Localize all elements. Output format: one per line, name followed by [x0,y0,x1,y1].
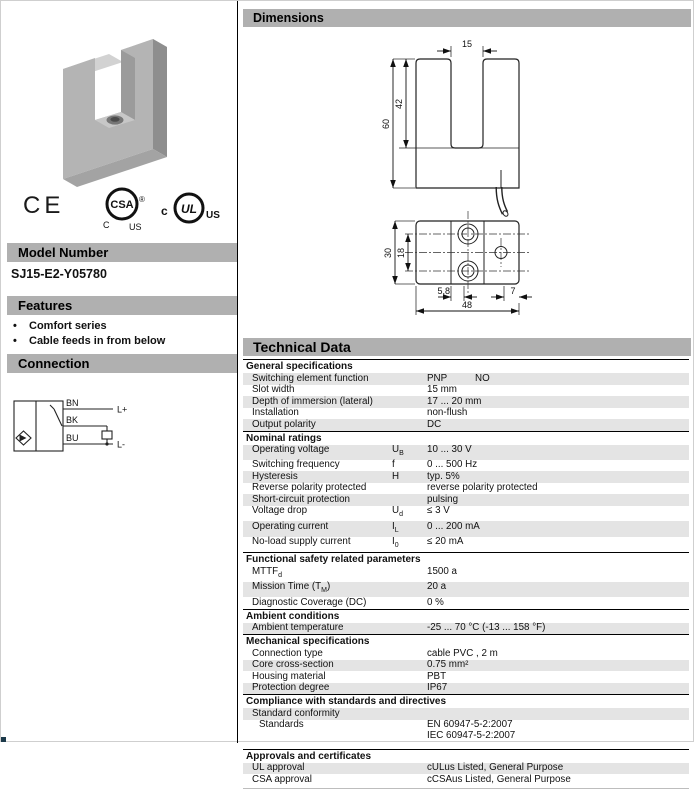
spec-label: Operating current [252,520,329,532]
spec-symbol: $I_L$ [392,520,399,534]
model-number-header: Model Number [7,243,237,262]
svg-text:c: c [161,204,168,218]
spec-label: Hysteresis [252,470,298,482]
spec-value: cable PVC , 2 m [427,647,498,659]
spec-row [243,597,689,609]
right-column [243,1,691,789]
spec-label: Depth of immersion (lateral) [252,395,373,407]
spec-value: -25 ... 70 °C (-13 ... 158 °F) [427,622,546,634]
spec-row [243,648,689,660]
spec-label: Connection type [252,647,323,659]
spec-value: PBT [427,670,447,682]
feature-item: • Comfort series [11,319,231,334]
dim-slot-depth: 42 [394,98,404,110]
spec-value: EN 60947-5-2:2007 IEC 60947-5-2:2007 [427,719,516,741]
spec-value [427,709,689,720]
spec-row [243,774,689,786]
spec-value: non-flush [427,407,468,418]
spec-symbol [392,408,427,419]
spec-symbol [392,420,427,431]
spec-symbol [392,720,427,741]
svg-text:US: US [206,210,220,221]
dim-slot-width: 15 [461,39,473,49]
spec-row [243,483,689,495]
spec-symbol [392,397,427,408]
spec-symbol: $U_d$ [392,505,403,519]
spec-symbol [392,623,427,634]
spec-label: Standard conformity [252,707,340,719]
csa-mark-icon [99,184,149,234]
spec-value: 20 a [427,581,447,593]
spec-symbol [392,483,427,494]
ce-mark-icon: CE [23,192,65,219]
spec-symbol [392,709,427,720]
spec-label: Mission Time $(T_M)$ [252,581,331,595]
spec-section-title: General specifications [243,359,689,373]
cul-mark-icon [159,190,225,228]
spec-symbol: $I_0$ [392,536,399,550]
spec-section [243,609,689,635]
svg-text:®: ® [139,195,145,204]
svg-text:C: C [103,220,110,230]
spec-section-title: Approvals and certificates [243,749,689,763]
terminal-label-lminus: L- [117,439,126,450]
spec-row [243,460,689,472]
spec-label: Reverse polarity protected [252,482,367,494]
spec-symbol [392,567,427,581]
spec-section-title: Mechanical specifications [243,634,689,648]
spec-row [243,419,689,431]
spec-value: 0.75 mm² [427,659,469,671]
spec-value: IP67 [427,682,448,694]
spec-label: Core cross-section [252,659,334,671]
spec-value: ≤ 20 mA [427,536,464,548]
dim-hole-span: 18 [396,247,406,259]
feature-item: • Cable feeds in from below [11,334,231,349]
spec-symbol [392,763,427,774]
spec-symbol [392,582,427,596]
spec-label: CSA approval [252,773,312,785]
spec-label: Ambient temperature [252,622,344,634]
svg-text:US: US [129,222,142,232]
spec-symbol: H [392,470,400,482]
spec-section [243,552,689,608]
spec-label: Operating voltage [252,444,330,455]
spec-label: Voltage drop [252,505,308,517]
spec-value: ≤ 3 V [427,505,450,517]
spec-value: 1500 a [427,565,457,577]
spec-label: Protection degree [252,682,330,694]
spec-section-title: Nominal ratings [243,431,689,445]
spec-row [243,623,689,635]
spec-label: Installation [252,407,299,418]
spec-row [243,660,689,672]
spec-row [243,373,689,385]
technical-data-header: Technical Data [243,338,691,356]
dimensions-header: Dimensions [243,9,691,27]
wire-label-bn: BN [66,398,79,408]
spec-row [243,671,689,683]
spec-value: reverse polarity protected [427,482,538,494]
spec-row [243,708,689,720]
svg-text:CSA: CSA [110,199,134,211]
spec-section [243,694,689,742]
spec-row [243,385,689,397]
spec-symbol [392,672,427,683]
connection-diagram [9,391,159,471]
spec-value: DC [427,418,442,430]
spec-row [243,537,689,552]
spec-symbol [392,385,427,396]
spec-section [243,359,689,431]
spec-value: 15 mm [427,384,457,395]
spec-row [243,445,689,460]
spec-symbol [392,775,427,786]
spec-symbol [392,374,427,385]
slot-sensor-illustration [63,39,167,187]
spec-value: 17 ... 20 mm [427,395,482,407]
model-number-value: SJ15-E2-Y05780 [11,267,107,281]
spec-row [243,506,689,521]
spec-section-title: Compliance with standards and directives [243,694,689,708]
page-corner-artifact [1,737,6,742]
spec-symbol [392,683,427,694]
connection-header: Connection [7,354,237,373]
features-header: Features [7,296,237,315]
spec-section [243,634,689,694]
spec-value: pulsing [427,493,459,505]
spec-value: 10 ... 30 V [427,444,472,455]
dim-width: 48 [461,300,473,310]
spec-row [243,720,689,742]
spec-value: 0 % [427,596,444,608]
dimensions-drawing [243,29,691,335]
wire-label-bk: BK [66,415,79,425]
spec-section-title: Ambient conditions [243,609,689,623]
left-column [1,1,237,743]
svg-text:UL: UL [181,202,197,216]
spec-value: cCSAus Listed, General Purpose [427,773,571,785]
spec-label: No-load supply current [252,536,351,548]
spec-label: Switching frequency [252,459,340,471]
spec-row [243,494,689,506]
spec-section-title: Functional safety related parameters [243,552,689,566]
spec-section [243,749,689,786]
spec-label: Diagnostic Coverage (DC) [252,596,367,608]
spec-row [243,683,689,695]
spec-symbol: $U_B$ [392,444,404,457]
spec-value: 0 ... 200 mA [427,520,480,532]
spec-label: UL approval [252,762,305,774]
spec-row [243,471,689,483]
spec-row [243,582,689,597]
spec-label: Housing material [252,670,326,682]
spec-label: $MTTF_d$ [252,565,283,579]
spec-value: 0 ... 500 Hz [427,459,478,471]
dim-height: 60 [381,118,391,130]
column-divider [237,1,238,743]
product-photo [13,1,223,186]
spec-symbol [392,660,427,671]
spec-value: cULus Listed, General Purpose [427,762,564,774]
spec-symbol: f [392,459,395,471]
technical-table [243,359,689,789]
wire-label-bu: BU [66,433,79,443]
dim-depth: 30 [383,247,393,259]
features-list [11,319,231,349]
spec-symbol [392,598,427,609]
spec-value: PNP NO [427,372,490,384]
spec-row [243,396,689,408]
spec-row [243,408,689,420]
spec-symbol [392,649,427,660]
spec-label: Short-circuit protection [252,493,351,505]
terminal-label-lplus: L+ [117,404,128,415]
spec-row [243,521,689,536]
dim-hole-offset: 5,8 [437,286,450,296]
spec-section [243,431,689,553]
spec-label: Output polarity [252,418,316,430]
spec-row [243,566,689,581]
spec-label: Switching element function [252,372,369,384]
spec-symbol [392,495,427,506]
spec-label: Standards [259,719,304,731]
certification-logos [1,184,237,234]
spec-row [243,763,689,775]
spec-value: typ. 5% [427,470,460,482]
dim-cable-offset: 7 [510,286,516,296]
spec-label: Slot width [252,384,295,395]
